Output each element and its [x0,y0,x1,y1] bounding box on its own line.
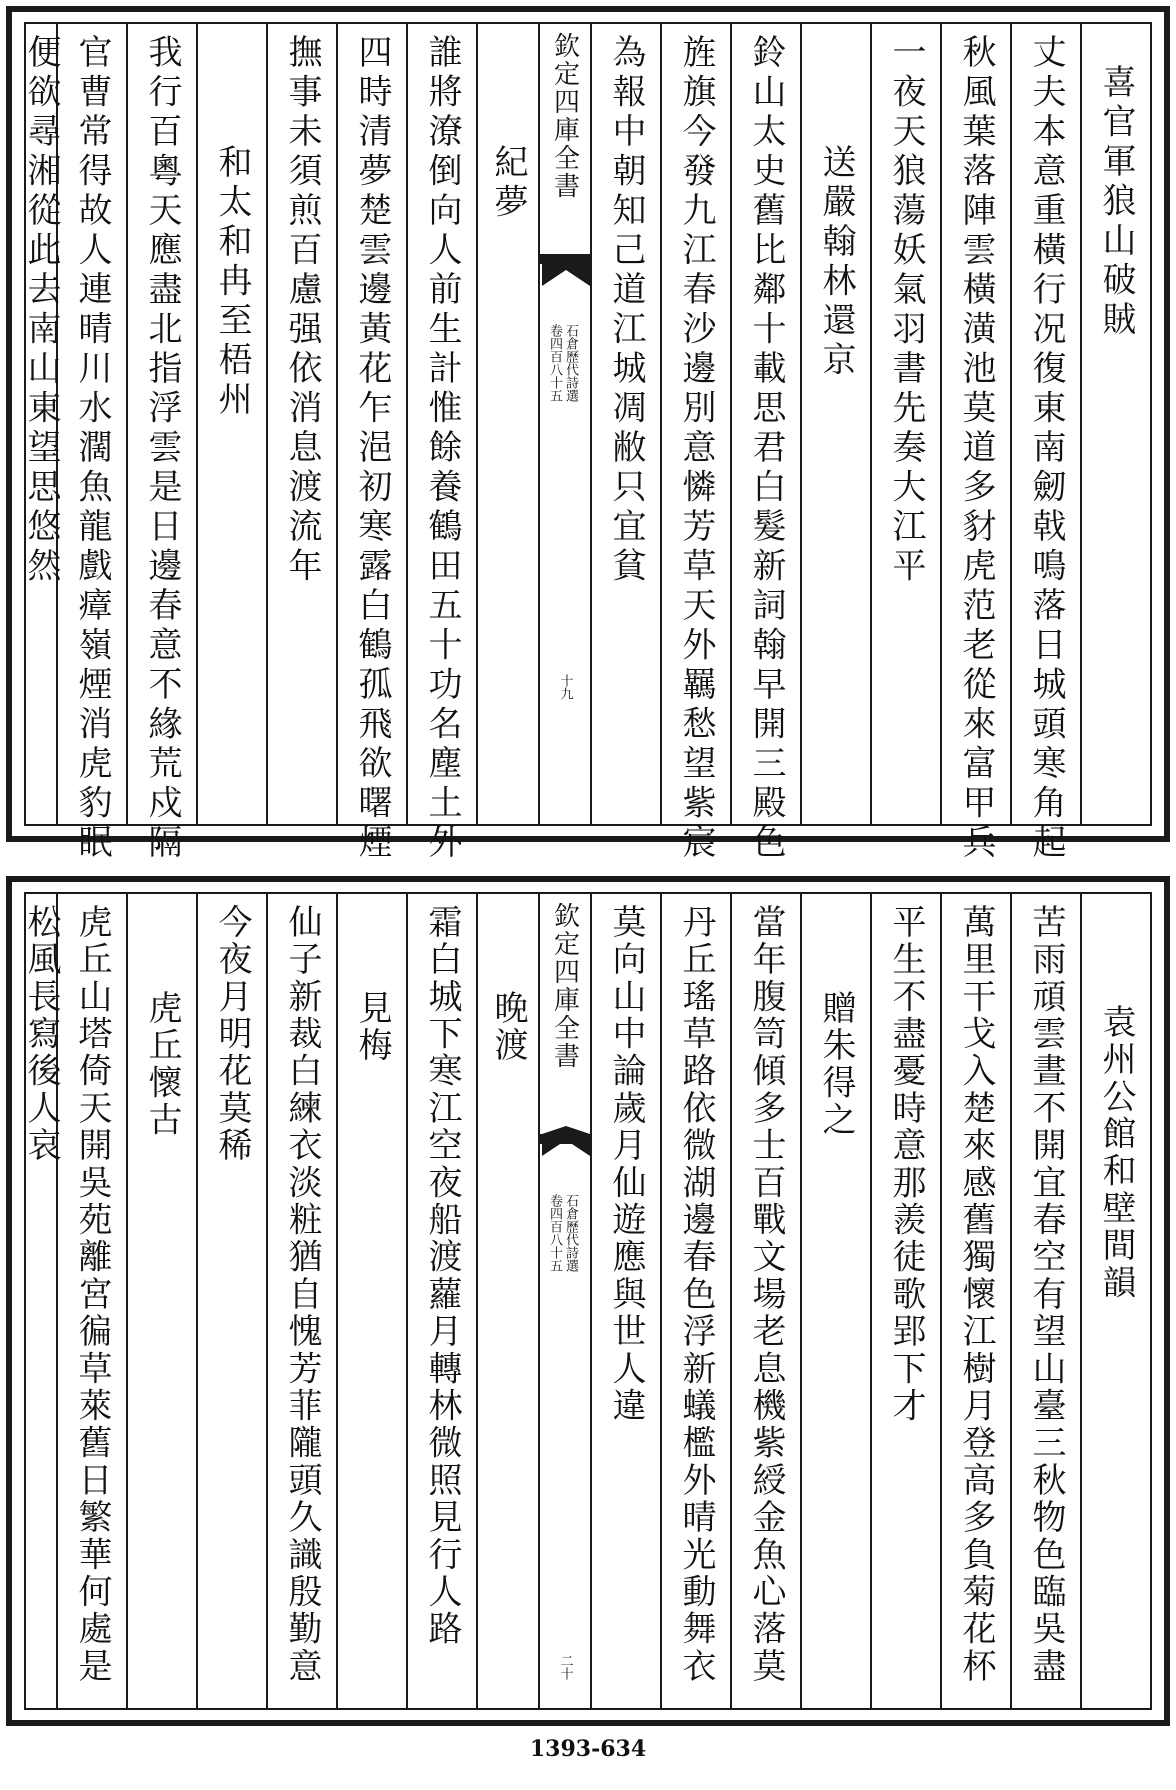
column-text: 丈夫本意重橫行况復東南劒戟鳴落日城頭寒角起 [1026,34,1066,864]
column-text: 誰將潦倒向人前生計惟餘養鶴田五十功名塵土外 [422,34,462,864]
column-text: 為報中朝知己道江城凋敝只宜貧 [606,34,646,587]
volume-number: 卷四百八十五 [547,1194,562,1272]
column-text: 晚渡 [488,990,528,1065]
column-text: 今夜月明花莫稀 [212,904,252,1165]
top-page [6,6,1170,864]
column-text: 丹丘瑤草路依微湖邊春色浮新蟻檻外晴光動舞衣 [676,904,716,1686]
column-text: 我行百粵天應盡北指浮雲是日邊春意不緣荒戍隔 [142,34,182,864]
column-text: 旌旗今發九江春沙邊別意憐芳草天外羈愁望紫宸 [676,34,716,864]
verse-column [56,894,126,1708]
column-text: 松風長寫後人哀 [21,904,61,1165]
verse-column [406,24,476,864]
column-text: 四時清夢楚雲邊黃花乍浥初寒露白鶴孤飛欲曙煙 [352,34,392,864]
center-fold [538,894,590,1708]
column-text: 喜官軍狼山破賊 [1096,64,1136,341]
verse-column [1010,894,1080,1708]
verse-column [940,24,1010,864]
verse-column [870,894,940,1708]
column-text: 秋風葉落陣雲橫潢池莫道多豺虎范老從來富甲兵 [956,34,996,864]
column-text: 莫向山中論歲月仙遊應與世人違 [606,904,646,1425]
book-title: 欽定四庫全書 [549,902,580,1070]
column-text: 苦雨頑雲晝不開宜春空有望山臺三秋物色臨吳盡 [1026,904,1066,1686]
verse-column [196,894,266,1708]
column-text: 虎丘懷古 [142,990,182,1139]
column-text: 見梅 [352,990,392,1065]
column-text: 仙子新裁白練衣淡粧猶自愧芳菲隴頭久識殷勤意 [282,904,322,1686]
column-text: 一夜天狼蕩妖氣羽書先奏大江平 [886,34,926,587]
column-text: 當年腹笥傾多士百戰文場老息機紫綬金魚心落莫 [746,904,786,1686]
column-text: 平生不盡憂時意那羨徒歌郢下才 [886,904,926,1425]
text-frame [21,22,1152,864]
column-text: 官曹常得故人連晴川水濶魚龍戲瘴嶺煙消虎豹眠 [72,34,112,864]
verse-column [21,24,61,824]
verse-column [590,894,660,1708]
verse-column [21,894,61,1708]
column-text: 撫事未須煎百慮强依消息渡流年 [282,34,322,587]
verse-column [266,894,336,1708]
column-text: 贈朱得之 [816,990,856,1139]
verse-column [56,24,126,864]
fish-tail-icon [542,1126,590,1166]
verse-column [730,24,800,864]
poem-title [126,894,196,1708]
verse-column [660,894,730,1708]
verse-column [1010,24,1080,864]
column-text: 便欲尋湘從此去南山東望思悠然 [21,34,61,587]
column-text: 虎丘山塔倚天開吳苑離宮徧草萊舊日繁華何處是 [72,904,112,1686]
fish-tail-icon [542,256,590,296]
column-text: 霜白城下寒江空夜船渡蘿月轉林微照見行人路 [422,904,462,1648]
poem-title [196,24,266,824]
verse-column [730,894,800,1708]
poem-title [800,894,870,1708]
poem-title [476,894,538,1708]
bottom-page [6,876,1170,1726]
poem-title [476,24,538,824]
verse-column [336,24,406,864]
catalog-number: 1393-634 [529,1736,647,1762]
column-text: 袁州公館和壁間韻 [1096,1004,1136,1302]
column-text: 鈴山太史舊比鄰十載思君白髮新詞翰早開三殿色 [746,34,786,864]
poem-title [1080,894,1150,1708]
poem-title [336,894,406,1708]
poem-title [1080,24,1150,824]
column-text: 送嚴翰林還京 [816,144,856,381]
source-title: 石倉歷代詩選 [563,324,578,402]
column-text: 紀夢 [488,144,528,223]
column-text: 和太和冉至梧州 [212,144,252,421]
verse-column [126,24,196,864]
volume-number: 卷四百八十五 [547,324,562,402]
source-title: 石倉歷代詩選 [563,1194,578,1272]
text-frame [21,892,1152,1710]
book-title: 欽定四庫全書 [549,32,580,200]
verse-column [266,24,336,824]
page-number: 十九 [557,674,573,700]
poem-title [800,24,870,824]
verse-column [590,24,660,824]
verse-column [660,24,730,864]
verse-column [406,894,476,1708]
center-fold [538,24,590,824]
column-text: 萬里干戈入楚來感舊獨懷江樹月登高多負菊花杯 [956,904,996,1686]
verse-column [940,894,1010,1708]
page-number: 二十 [557,1654,573,1680]
verse-column [870,24,940,824]
